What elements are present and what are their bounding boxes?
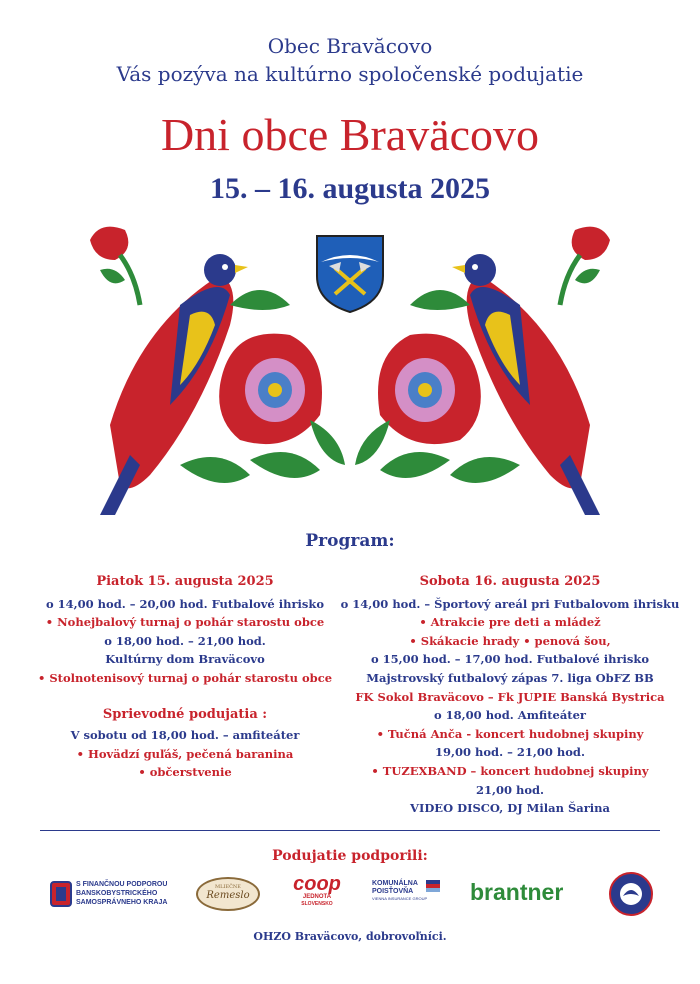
program-heading: Program: (305, 531, 395, 551)
friday-heading: Piatok 15. augusta 2025 (96, 574, 274, 589)
coat-of-arms-icon (313, 232, 387, 314)
saturday-column (340, 573, 680, 818)
komunalna-flag-icon (426, 880, 440, 892)
saturday-schedule-line: 19,00 hod. – 21,00 hod. (435, 745, 585, 760)
saturday-schedule-line: FK Sokol Braväcovo – Fk JUPIE Banská Bystrica (355, 689, 665, 704)
footer-credits: OHZO Braväcovo, dobrovoľníci. (253, 930, 447, 943)
invitation-line: Vás pozýva na kultúrno spoločenské podujatie (116, 62, 584, 86)
komunalna-line1: KOMUNÁLNA (372, 880, 418, 887)
side-event-line: • občerstvenie (138, 765, 232, 780)
saturday-schedule (340, 595, 680, 818)
event-dates: 15. – 16. augusta 2025 (209, 172, 491, 205)
remeslo-name: Remeslo (206, 890, 250, 901)
saturday-schedule-line: o 14,00 hod. – Športový areál pri Futbalovom ihrisku (340, 596, 680, 611)
saturday-schedule-line: • Skákacie hrady • penová šou, (409, 633, 611, 648)
left-top-flower-icon (90, 227, 140, 305)
saturday-schedule-line: • TUZEXBAND – koncert hudobnej skupiny (371, 763, 649, 778)
saturday-schedule-line: o 18,00 hod. Amfiteáter (434, 708, 586, 723)
right-top-flower-icon (560, 227, 610, 305)
coop-word: coop (293, 873, 341, 895)
friday-schedule-line: Kultúrny dom Braväcovo (105, 652, 265, 667)
side-event-line: V sobotu od 18,00 hod. – amfiteáter (70, 728, 300, 743)
friday-schedule-line: o 18,00 hod. – 21,00 hod. (104, 633, 266, 648)
remeslo-small: MLIEČNE (215, 884, 241, 890)
saturday-schedule-line: • Atrakcie pre deti a mládež (419, 615, 601, 630)
saturday-schedule-line: Majstrovský futbalový zápas 7. liga ObFZ BB (366, 670, 654, 685)
saturday-schedule-line: VIDEO DISCO, DJ Milan Šarina (410, 801, 610, 816)
side-events-list (30, 726, 340, 782)
friday-schedule-line: o 14,00 hod. – 20,00 hod. Futbalové ihrisko (45, 596, 325, 611)
remeslo-logo (196, 877, 260, 911)
coop-slovensko: SLOVENSKO (301, 901, 333, 907)
bbsk-line2: BANSKOBYSTRICKÉHO (76, 890, 158, 897)
saturday-schedule-line: 21,00 hod. (475, 782, 545, 797)
brantner-logo: brantner (470, 879, 564, 905)
bbsk-line1: S FINANČNOU PODPOROU (76, 881, 168, 888)
bbsk-crest-icon (50, 881, 72, 907)
saturday-heading: Sobota 16. augusta 2025 (419, 574, 601, 589)
friday-column (30, 573, 340, 782)
bbsk-line3: SAMOSPRÁVNEHO KRAJA (76, 899, 168, 906)
komunalna-logo (372, 880, 442, 910)
supporters-heading: Podujatie podporili: (272, 848, 428, 864)
saturday-schedule-line: • Tučná Anča - koncert hudobnej skupiny (376, 726, 644, 741)
side-events-heading: Sprievodné podujatia : (102, 706, 268, 722)
friday-schedule (30, 595, 340, 688)
side-event-line: • Hovädzí guľáš, pečená baranina (76, 746, 294, 761)
friday-schedule-line: • Stolnotenisový turnaj o pohár starostu obce (37, 670, 333, 685)
komunalna-line2: POISŤOVŇA (372, 888, 414, 895)
divider (40, 830, 660, 831)
coop-jednota: JEDNOTA (302, 894, 332, 900)
event-title: Dni obce Braväcovo (160, 109, 540, 160)
fk-sokol-logo (609, 872, 653, 916)
organizer-line: Obec Bravăcovo (267, 34, 433, 58)
fk-sokol-falcon-icon (611, 874, 651, 914)
komunalna-line3: VIENNA INSURANCE GROUP (372, 896, 428, 901)
friday-schedule-line: • Nohejbalový turnaj o pohár starostu obce (45, 615, 325, 630)
saturday-schedule-line: o 15,00 hod. – 17,00 hod. Futbalové ihrisko (370, 652, 650, 667)
bbsk-logo (50, 878, 180, 910)
coop-jednota-logo (290, 874, 344, 910)
